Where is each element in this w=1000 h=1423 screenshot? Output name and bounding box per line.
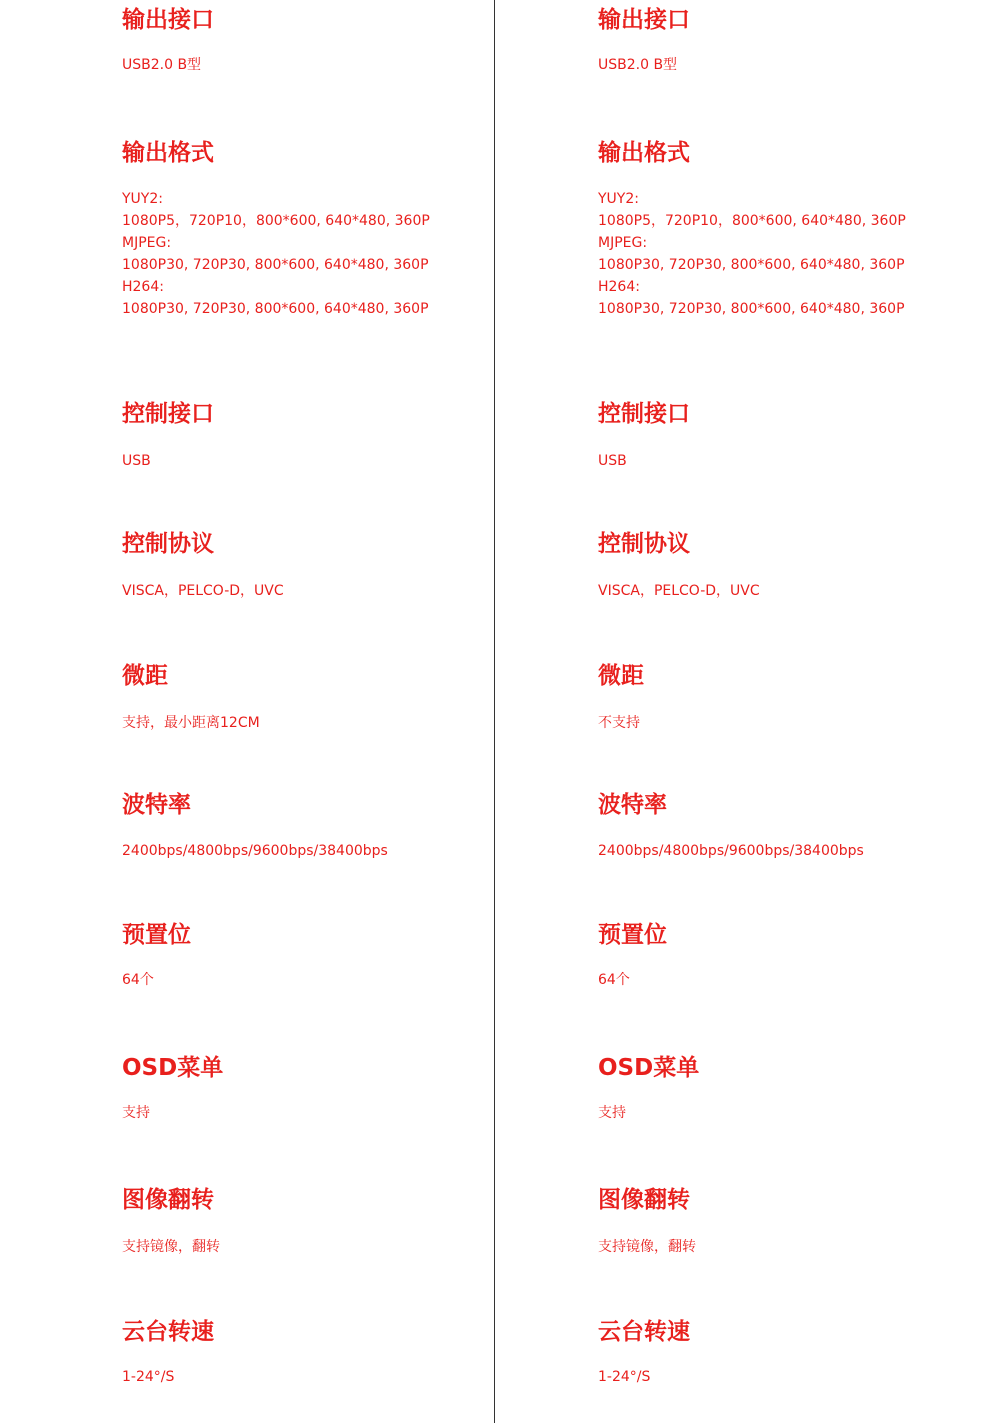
spec-column-right	[598, 0, 978, 1423]
spec-value: 2400bps/4800bps/9600bps/38400bps	[122, 843, 388, 859]
spec-title: OSD菜单	[122, 1055, 224, 1081]
spec-title: 输出接口	[598, 7, 690, 33]
spec-title: 波特率	[598, 792, 667, 818]
spec-value: 支持，最小距离12CM	[122, 715, 260, 731]
spec-title: 控制接口	[122, 401, 214, 427]
spec-value: 支持镜像，翻转	[598, 1239, 696, 1255]
spec-presets	[598, 920, 978, 991]
spec-image-flip	[122, 1185, 502, 1258]
spec-title: 预置位	[598, 922, 667, 948]
spec-title: 输出接口	[122, 7, 214, 33]
spec-pan-tilt-speed	[122, 1317, 502, 1388]
spec-pan-tilt-speed	[598, 1317, 978, 1388]
spec-value: VISCA，PELCO-D，UVC	[598, 583, 760, 599]
spec-value: USB	[122, 453, 151, 469]
spec-value: 1-24°/S	[122, 1369, 175, 1385]
spec-control-protocol	[598, 529, 978, 602]
spec-output-format	[122, 138, 502, 320]
spec-output-format	[598, 138, 978, 320]
spec-title: 图像翻转	[598, 1187, 690, 1213]
spec-title: 图像翻转	[122, 1187, 214, 1213]
spec-title: 云台转速	[598, 1319, 690, 1345]
spec-value: 支持	[598, 1105, 626, 1121]
spec-value: 64个	[122, 972, 154, 988]
spec-value: 不支持	[598, 715, 640, 731]
spec-control-protocol	[122, 529, 502, 602]
spec-title: 预置位	[122, 922, 191, 948]
spec-osd-menu	[598, 1053, 978, 1124]
spec-control-interface	[598, 399, 978, 472]
spec-title: 云台转速	[122, 1319, 214, 1345]
spec-column-left	[122, 0, 502, 1423]
spec-title: 输出格式	[598, 140, 690, 166]
spec-value: VISCA，PELCO-D，UVC	[122, 583, 284, 599]
spec-title: 控制接口	[598, 401, 690, 427]
spec-title: 微距	[122, 663, 168, 689]
spec-title: OSD菜单	[598, 1055, 700, 1081]
spec-control-interface	[122, 399, 502, 472]
spec-osd-menu	[122, 1053, 502, 1124]
spec-presets	[122, 920, 502, 991]
spec-baud-rate	[598, 790, 978, 862]
spec-value: USB2.0 B型	[122, 57, 202, 73]
spec-title: 波特率	[122, 792, 191, 818]
spec-output-interface	[122, 5, 502, 76]
spec-value: 64个	[598, 972, 630, 988]
spec-value: 支持镜像，翻转	[122, 1239, 220, 1255]
spec-value: YUY2: 1080P5，720P10，800*600, 640*480, 360P MJPEG: 1080P30, 720P30, 800*600, 640*480, 360P H264: 1080P30, 720P30, 800*600, 640*480, 360P	[122, 191, 430, 317]
spec-value: 支持	[122, 1105, 150, 1121]
spec-value: USB2.0 B型	[598, 57, 678, 73]
spec-title: 控制协议	[122, 531, 214, 557]
spec-macro	[122, 661, 502, 734]
spec-title: 控制协议	[598, 531, 690, 557]
spec-title: 输出格式	[122, 140, 214, 166]
spec-value: 1-24°/S	[598, 1369, 651, 1385]
spec-value: USB	[598, 453, 627, 469]
spec-image-flip	[598, 1185, 978, 1258]
spec-output-interface	[598, 5, 978, 76]
spec-macro	[598, 661, 978, 734]
spec-title: 微距	[598, 663, 644, 689]
spec-value: 2400bps/4800bps/9600bps/38400bps	[598, 843, 864, 859]
spec-value: YUY2: 1080P5，720P10，800*600, 640*480, 360P MJPEG: 1080P30, 720P30, 800*600, 640*480, 360P H264: 1080P30, 720P30, 800*600, 640*480, 360P	[598, 191, 906, 317]
spec-baud-rate	[122, 790, 502, 862]
